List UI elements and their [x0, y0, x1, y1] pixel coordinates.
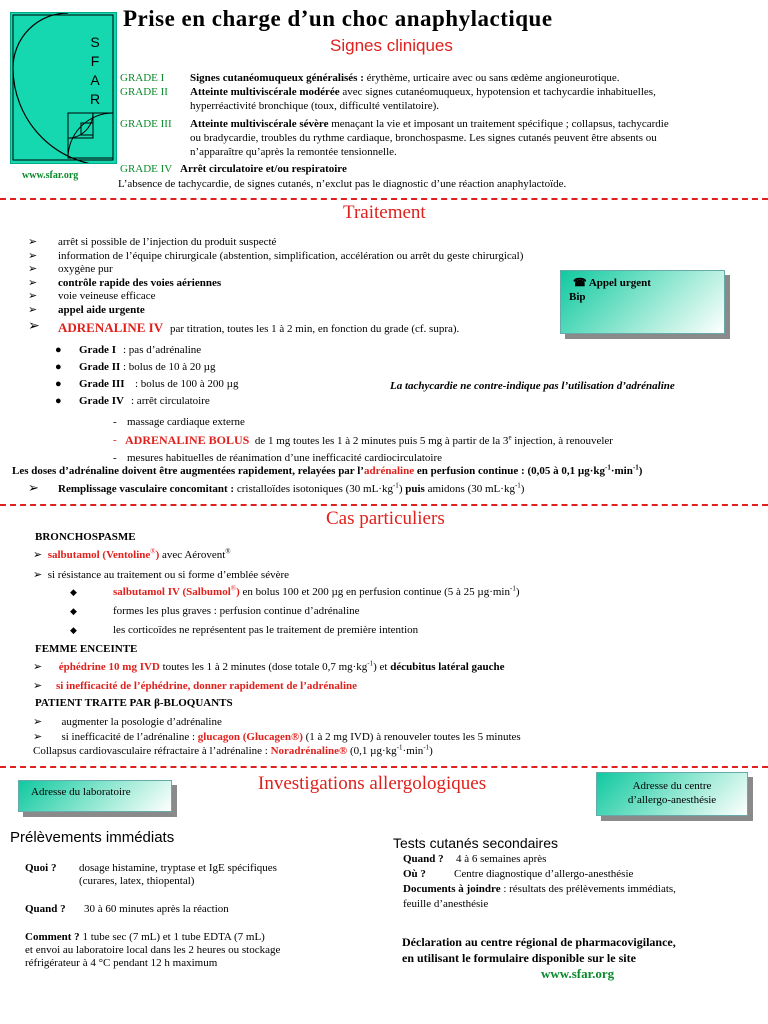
beta-title: PATIENT TRAITE PAR β-BLOQUANTS	[35, 697, 233, 709]
ephedrine-inef-line: ➢ si inefficacité de l’éphédrine, donner rapidement de l’adrénaline	[33, 680, 358, 692]
arrow-bullet-icon: ➢	[28, 276, 38, 289]
salbutamol-line: ➢ salbutamol (Ventoline®) avec Aérovent®	[33, 547, 231, 561]
arrow-bullet-icon: ➢	[28, 236, 38, 248]
arrow-bullet-icon: ➢	[33, 716, 43, 728]
dot-bullet-icon: ●	[55, 395, 62, 407]
logo-letter-f: F	[90, 53, 100, 69]
list-item: arrêt si possible de l’injection du produit suspecté	[58, 236, 277, 248]
list-item: oxygène pur	[58, 263, 113, 275]
grade-text: érythème, urticaire avec ou sans œdème angioneurotique.	[363, 72, 620, 84]
sfar-url-link[interactable]: www.sfar.org	[541, 966, 615, 981]
centre-address-box	[596, 772, 748, 816]
bip-label: Bip	[569, 291, 586, 303]
grade-title: Atteinte multiviscérale sévère	[190, 118, 329, 130]
grade-label: GRADE IV	[120, 163, 173, 175]
broncho-title: BRONCHOSPASME	[35, 531, 136, 543]
list-item: information de l’équipe chirurgicale (abstention, simplification, accélération ou arrêt du geste chirurgical)	[58, 249, 524, 262]
list-item: appel aide urgente	[58, 303, 145, 316]
remplissage-line: ➢ Remplissage vasculaire concomitant : cristalloïdes isotoniques (30 $mL\cdot kg^{-1}$) puis amidons (30 $mL\cdot kg^{-1}$)	[28, 480, 525, 495]
list-item: contrôle rapide des voies aériennes	[58, 276, 222, 289]
grade4-subitems: - massage cardiaque externe - ADRENALINE BOLUS de 1 mg toutes les 1 à 2 minutes puis 5 mg à partir de la 3e injection, à renouveler - mesures habituelles de réanimation d’une inefficacité cardiocirculatoire	[113, 416, 613, 464]
grade-title: Atteinte multiviscérale modérée	[190, 86, 340, 98]
logo-letter-a: A	[90, 72, 100, 88]
grade-title: Arrêt circulatoire et/ou respiratoire	[180, 163, 347, 175]
section-divider	[0, 766, 768, 768]
arrow-bullet-icon: ➢	[28, 319, 40, 334]
sfar-logo	[10, 12, 117, 164]
doses-line: Les doses d’adrénaline doivent être augmentées rapidement, relayées par l’adrénaline en perfusion continue : (0,05 à 0,1 $\mu g\cdot kg^{-1}\cdot\min^{-1}$)	[12, 463, 643, 477]
grade-text: hyperréactivité bronchique (toux, difficulté ventilatoire).	[190, 100, 440, 112]
phone-icon: ☎	[573, 277, 587, 289]
dot-bullet-icon: ●	[55, 344, 62, 356]
grade-text: n’apparaître qu’après la remontée tensionnelle.	[190, 146, 397, 158]
grade-text: avec signes cutanéomuqueux, hypotension et tachycardie inhabituelles,	[339, 86, 656, 98]
dose-grades: ● Grade I : pas d’adrénaline ● Grade II : bolus de 10 à 20 µg ● Grade III : bolus de 100 à 200 µg ● Grade IV : arrêt circulatoire	[55, 344, 239, 407]
prelevements-details: Quoi ? dosage histamine, tryptase et IgE spécifiques (curares, latex, thiopental) Quand ? 30 à 60 minutes après la réaction Comment ? 1 tube sec (7 mL) et 1 tube EDTA (7 mL) et envoi au laboratoire local dans les 2 heures ou stockage réfrigérateur à 4 °C pendant 12 h maximum	[25, 862, 281, 969]
tests-details: Quand ? 4 à 6 semaines après Où ? Centre diagnostique d’allergo-anesthésie Documents à joindre : résultats des prélèvements immédiats, feuille d’anesthésie	[403, 853, 676, 910]
grade-title: Signes cutanéomuqueux généralisés :	[190, 72, 364, 84]
arrow-bullet-icon: ➢	[33, 549, 43, 561]
adrenaline-label: ADRENALINE IV	[58, 320, 164, 335]
tests-title: Tests cutanés secondaires	[393, 835, 558, 851]
heading-investigations: Investigations allergologiques	[258, 773, 487, 794]
arrow-bullet-icon: ➢	[28, 290, 38, 302]
centre-box-line1: Adresse du centre	[632, 780, 712, 792]
grades-block	[120, 72, 760, 177]
labo-address-box	[18, 780, 172, 812]
grade-label: GRADE I	[120, 72, 165, 84]
arrow-bullet-icon: ➢	[33, 680, 43, 692]
beta-item-1: ➢ augmenter la posologie d’adrénaline	[33, 716, 222, 728]
labo-box-label: Adresse du laboratoire	[31, 786, 131, 798]
diamond-bullet-icon: ◆	[70, 606, 77, 616]
declaration-line1: Déclaration au centre régional de pharmacovigilance,	[402, 935, 676, 949]
dot-bullet-icon: ●	[55, 361, 62, 373]
logo-url[interactable]: www.sfar.org	[22, 170, 79, 181]
grade-label: GRADE II	[120, 86, 168, 98]
prelevements-title: Prélèvements immédiats	[10, 829, 175, 846]
arrow-bullet-icon: ➢	[28, 263, 38, 275]
section-divider	[0, 198, 768, 200]
adrenaline-line	[28, 320, 728, 334]
resistance-subitems: ◆ salbutamol IV (Salbumol®) en bolus 100 et 200 µg en perfusion continue (5 à 25 $\mu g\cdot\min^{-1}$) ◆ formes les plus graves : perfusion continue d’adrénaline ◆ les corticoïdes ne représentent pas le traitement de première intention	[70, 584, 520, 636]
section-divider	[0, 504, 768, 506]
ephedrine-line: ➢ éphédrine 10 mg IVD toutes les 1 à 2 minutes (dose totale 0,7 $mg\cdot kg^{-1}$) et décubitus latéral gauche	[33, 659, 505, 673]
traitement-list	[28, 236, 628, 317]
beta-item-2: ➢ si inefficacité de l’adrénaline : glucagon (Glucagen®) (1 à 2 mg IVD) à renouveler toutes les 5 minutes	[33, 731, 521, 743]
arrow-bullet-icon: ➢	[33, 569, 43, 581]
logo-letter-s: S	[90, 34, 100, 50]
declaration-block	[402, 934, 676, 966]
declaration-line2: en utilisant le formulaire disponible sur le site	[402, 951, 636, 965]
arrow-bullet-icon: ➢	[33, 661, 43, 673]
tachy-note: La tachycardie ne contre-indique pas l’utilisation d’adrénaline	[390, 380, 675, 392]
collapsus-line: Collapsus cardiovasculaire réfractaire à l’adrénaline : Noradrénaline® (0,1 $\mu g\cdot kg^{-1}\cdot\min^{-1}$)	[33, 743, 433, 757]
arrow-bullet-icon: ➢	[33, 731, 43, 743]
heading-traitement: Traitement	[343, 202, 426, 223]
logo-letter-r: R	[89, 91, 101, 107]
arrow-bullet-icon: ➢	[28, 480, 39, 495]
diamond-bullet-icon: ◆	[70, 587, 77, 597]
femme-title: FEMME ENCEINTE	[35, 643, 138, 655]
grades-note: L’absence de tachycardie, de signes cutanés, n’exclut pas le diagnostic d’une réaction anaphylactoïde.	[118, 178, 567, 190]
adrenaline-text: par titration, toutes les 1 à 2 min, en fonction du grade (cf. supra).	[170, 323, 460, 335]
grade-label: GRADE III	[120, 118, 172, 130]
page-title: Prise en charge d’un choc anaphylactique	[123, 6, 553, 31]
appel-label: Appel urgent	[588, 277, 651, 289]
centre-box-line2: d’allergo-anesthésie	[627, 794, 717, 806]
arrow-bullet-icon: ➢	[28, 249, 38, 262]
list-item: voie veineuse efficace	[58, 290, 156, 302]
arrow-bullet-icon: ➢	[28, 303, 38, 316]
dot-bullet-icon: ●	[55, 378, 62, 390]
resistance-line: ➢ si résistance au traitement ou si forme d’emblée sévère	[33, 569, 290, 581]
section-subtitle-signes: Signes cliniques	[330, 36, 453, 55]
heading-cas-particuliers: Cas particuliers	[326, 508, 445, 529]
grade-text: ou bradycardie, troubles du rythme cardiaque, bronchospasme. Les signes cutanés peuvent être absents ou	[190, 132, 657, 144]
diamond-bullet-icon: ◆	[70, 625, 77, 635]
grade-text: menaçant la vie et imposant un traitement spécifique ; collapsus, tachycardie	[328, 118, 669, 130]
